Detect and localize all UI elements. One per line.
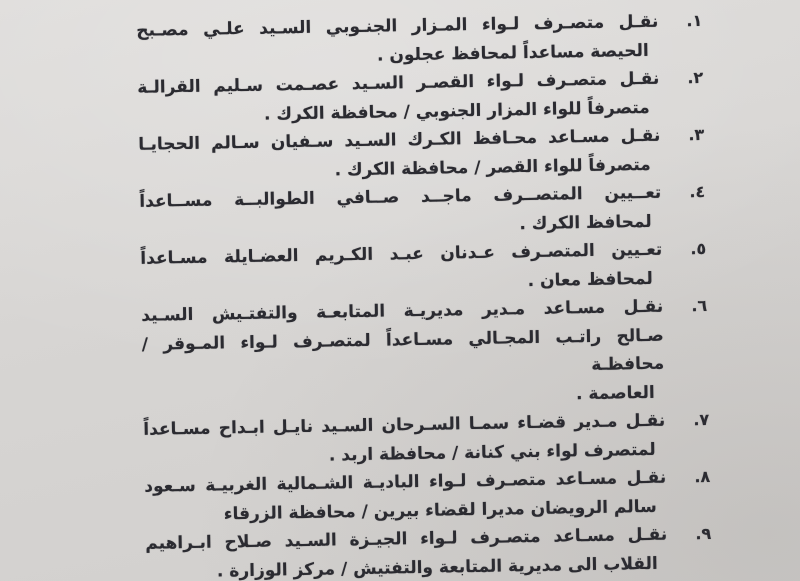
list-item [137, 64, 704, 131]
list-item [145, 520, 712, 581]
item-text-line: متصرفاً للواء القصر / محافظة الكرك . [334, 154, 651, 180]
item-text-line: نقـل مسـاعد مـدير مديريـة المتابعـة والتفتـيش السـيد [141, 296, 664, 326]
item-text [144, 464, 667, 530]
item-number: ٤. [689, 181, 706, 202]
item-text-line: سالم الرويضان مديرا لقضاء بيرين / محافظة الزرقاء [223, 496, 657, 524]
item-number: ٣. [688, 124, 705, 145]
item-text-line: لمتصرف لواء بني كنانة / محافظة اربد . [328, 439, 656, 466]
item-text-line: لمحافظ الكرك . [519, 211, 652, 234]
list-item [144, 463, 711, 530]
list-item [138, 121, 705, 188]
item-number: ٩. [695, 523, 712, 544]
list-item [143, 406, 710, 473]
decree-list [136, 7, 712, 581]
item-text [136, 8, 659, 74]
item-number: ٢. [687, 67, 704, 88]
item-text-line: لمحافظ معان . [527, 268, 653, 291]
item-number: ١. [686, 10, 703, 31]
item-text-line: تعــيين المتصــرف ماجــد صــافي الطوالبــة مســاعداً [139, 182, 662, 212]
item-text-line: نقـل متصـرف لـواء المـزار الجنـوبي السـيد علـي مصـبح [136, 11, 659, 41]
item-text-line: نقـل مـدير قضـاء سمـا السـرحان السـيد نايـل ابـداح مسـاعداً [143, 410, 666, 440]
item-text-line: متصرفاً للواء المزار الجنوبي / محافظة الكرك . [263, 97, 650, 125]
item-text-line: تعـيين المتصـرف عـدنان عبـد الكـريم العضـايلة مسـاعداً [140, 239, 663, 269]
item-text [143, 407, 666, 473]
item-text-line: العاصمة . [575, 382, 655, 404]
item-number: ٥. [690, 238, 707, 259]
item-text [137, 65, 660, 131]
item-text [140, 236, 663, 302]
item-text-line: نقـل متصـرف لـواء القصـر السـيد عصـمت سـليم القرالـة [137, 68, 660, 98]
item-number: ٦. [691, 295, 708, 316]
list-item [139, 178, 706, 245]
item-text-line: القلاب الى مديرية المتابعة والتفتيش / مركز الوزارة . [216, 553, 658, 581]
list-item [136, 7, 703, 74]
item-text [141, 293, 665, 416]
item-text [138, 122, 661, 188]
item-text-line: نقـل مسـاعد متصـرف لـواء الباديـة الشـمالية الغربيـة سـعود [144, 467, 667, 497]
item-number: ٨. [694, 466, 711, 487]
item-text-line: نقـل مسـاعد متصـرف لـواء الجيـزة السـيد صـلاح ابـراهيم [145, 524, 668, 554]
item-text [145, 521, 668, 581]
item-text-line: نقـل مسـاعد محـافظ الكـرك السـيد سـفيان سـالم الحجايـا [138, 125, 661, 155]
item-number: ٧. [693, 409, 710, 430]
list-item [141, 292, 709, 416]
item-text-line: صـالح راتـب المجـالي مسـاعداً لمتصـرف لـواء المـوقر / محافظـة [141, 325, 665, 375]
item-text [139, 179, 662, 245]
item-text-line: الحيصة مساعداً لمحافظ عجلون . [376, 40, 649, 66]
list-item [140, 235, 707, 302]
